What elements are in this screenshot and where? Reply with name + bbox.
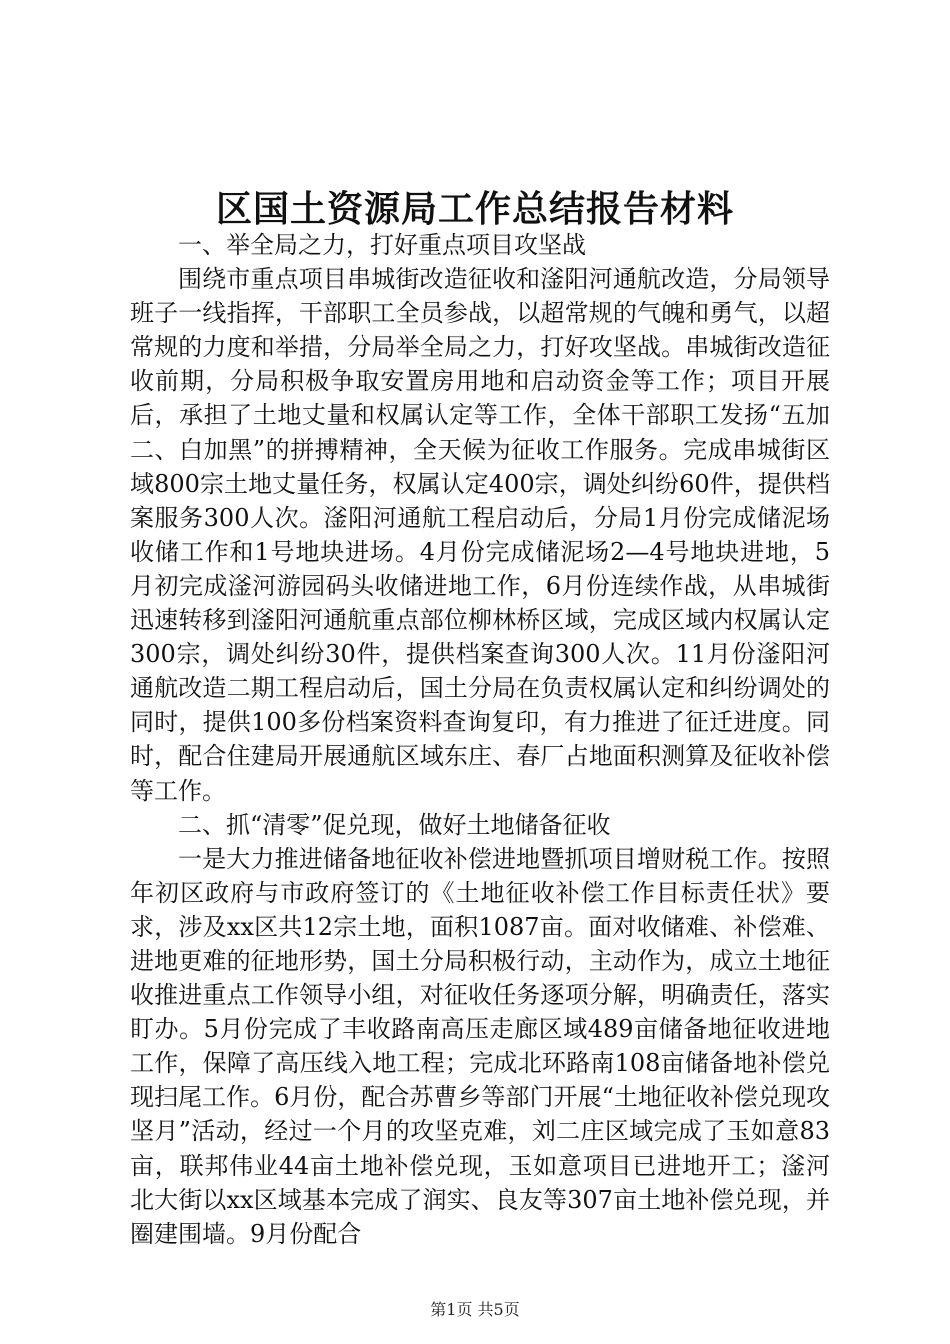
page-number-footer: 第1页 共5页 xyxy=(430,1300,520,1319)
document-body xyxy=(130,228,830,1251)
section-heading-2: 二、抓“清零”促兑现，做好土地储备征收 xyxy=(178,810,611,839)
section-heading-1: 一、举全局之力，打好重点项目攻坚战 xyxy=(178,231,586,259)
paragraph-1: 围绕市重点项目串城街改造征收和滏阳河通航改造，分局领导班子一线指挥，干部职工全员参战，以超常规的气魄和勇气，以超常规的力度和举措，分局举全局之力，打好攻坚战。串城街改造征收前期，分局积极争取安置房用地和启动资金等工作；项目开展后，承担了土地丈量和权属认定等工作，全体干部职工发扬“五加二、白加黑”的拼搏精神，全天候为征收工作服务。完成串城街区域800宗土地丈量任务，权属认定400宗，调处纠纷60件，提供档案服务300人次。滏阳河通航工程启动后，分局1月份完成储泥场收储工作和1号地块进场。4月份完成储泥场2—4号地块进地，5月初完成滏河游园码头收储进地工作，6月份连续作战，从串城街迅速转移到滏阳河通航重点部位柳林桥区域，完成区域内权属认定300宗，调处纠纷30件，提供档案查询300人次。11月份滏阳河通航改造二期工程启动后，国土分局在负责权属认定和纠纷调处的同时，提供100多份档案资料查询复印，有力推进了征迁进度。同时，配合住建局开展通航区域东庄、春厂占地面积测算及征收补偿等工作。 xyxy=(130,265,830,805)
paragraph-2: 一是大力推进储备地征收补偿进地暨抓项目增财税工作。按照年初区政府与市政府签订的《土地征收补偿工作目标责任状》要求，涉及xx区共12宗土地，面积1087亩。面对收储难、补偿难、进地更难的征地形势，国土分局积极行动，主动作为，成立土地征收推进重点工作领导小组，对征收任务逐项分解，明确责任，落实盯办。5月份完成了丰收路南高压走廊区域489亩储备地征收进地工作，保障了高压线入地工程；完成北环路南108亩储备地补偿兑现扫尾工作。6月份，配合苏曹乡等部门开展“土地征收补偿兑现攻坚月”活动，经过一个月的攻坚克难，刘二庄区域完成了玉如意83亩，联邦伟业44亩土地补偿兑现，玉如意项目已进地开工；滏河北大街以xx区域基本完成了润实、良友等307亩土地补偿兑现，并圈建围墙。9月份配合 xyxy=(130,844,830,1248)
document-title: 区国土资源局工作总结报告材料 xyxy=(215,188,734,230)
